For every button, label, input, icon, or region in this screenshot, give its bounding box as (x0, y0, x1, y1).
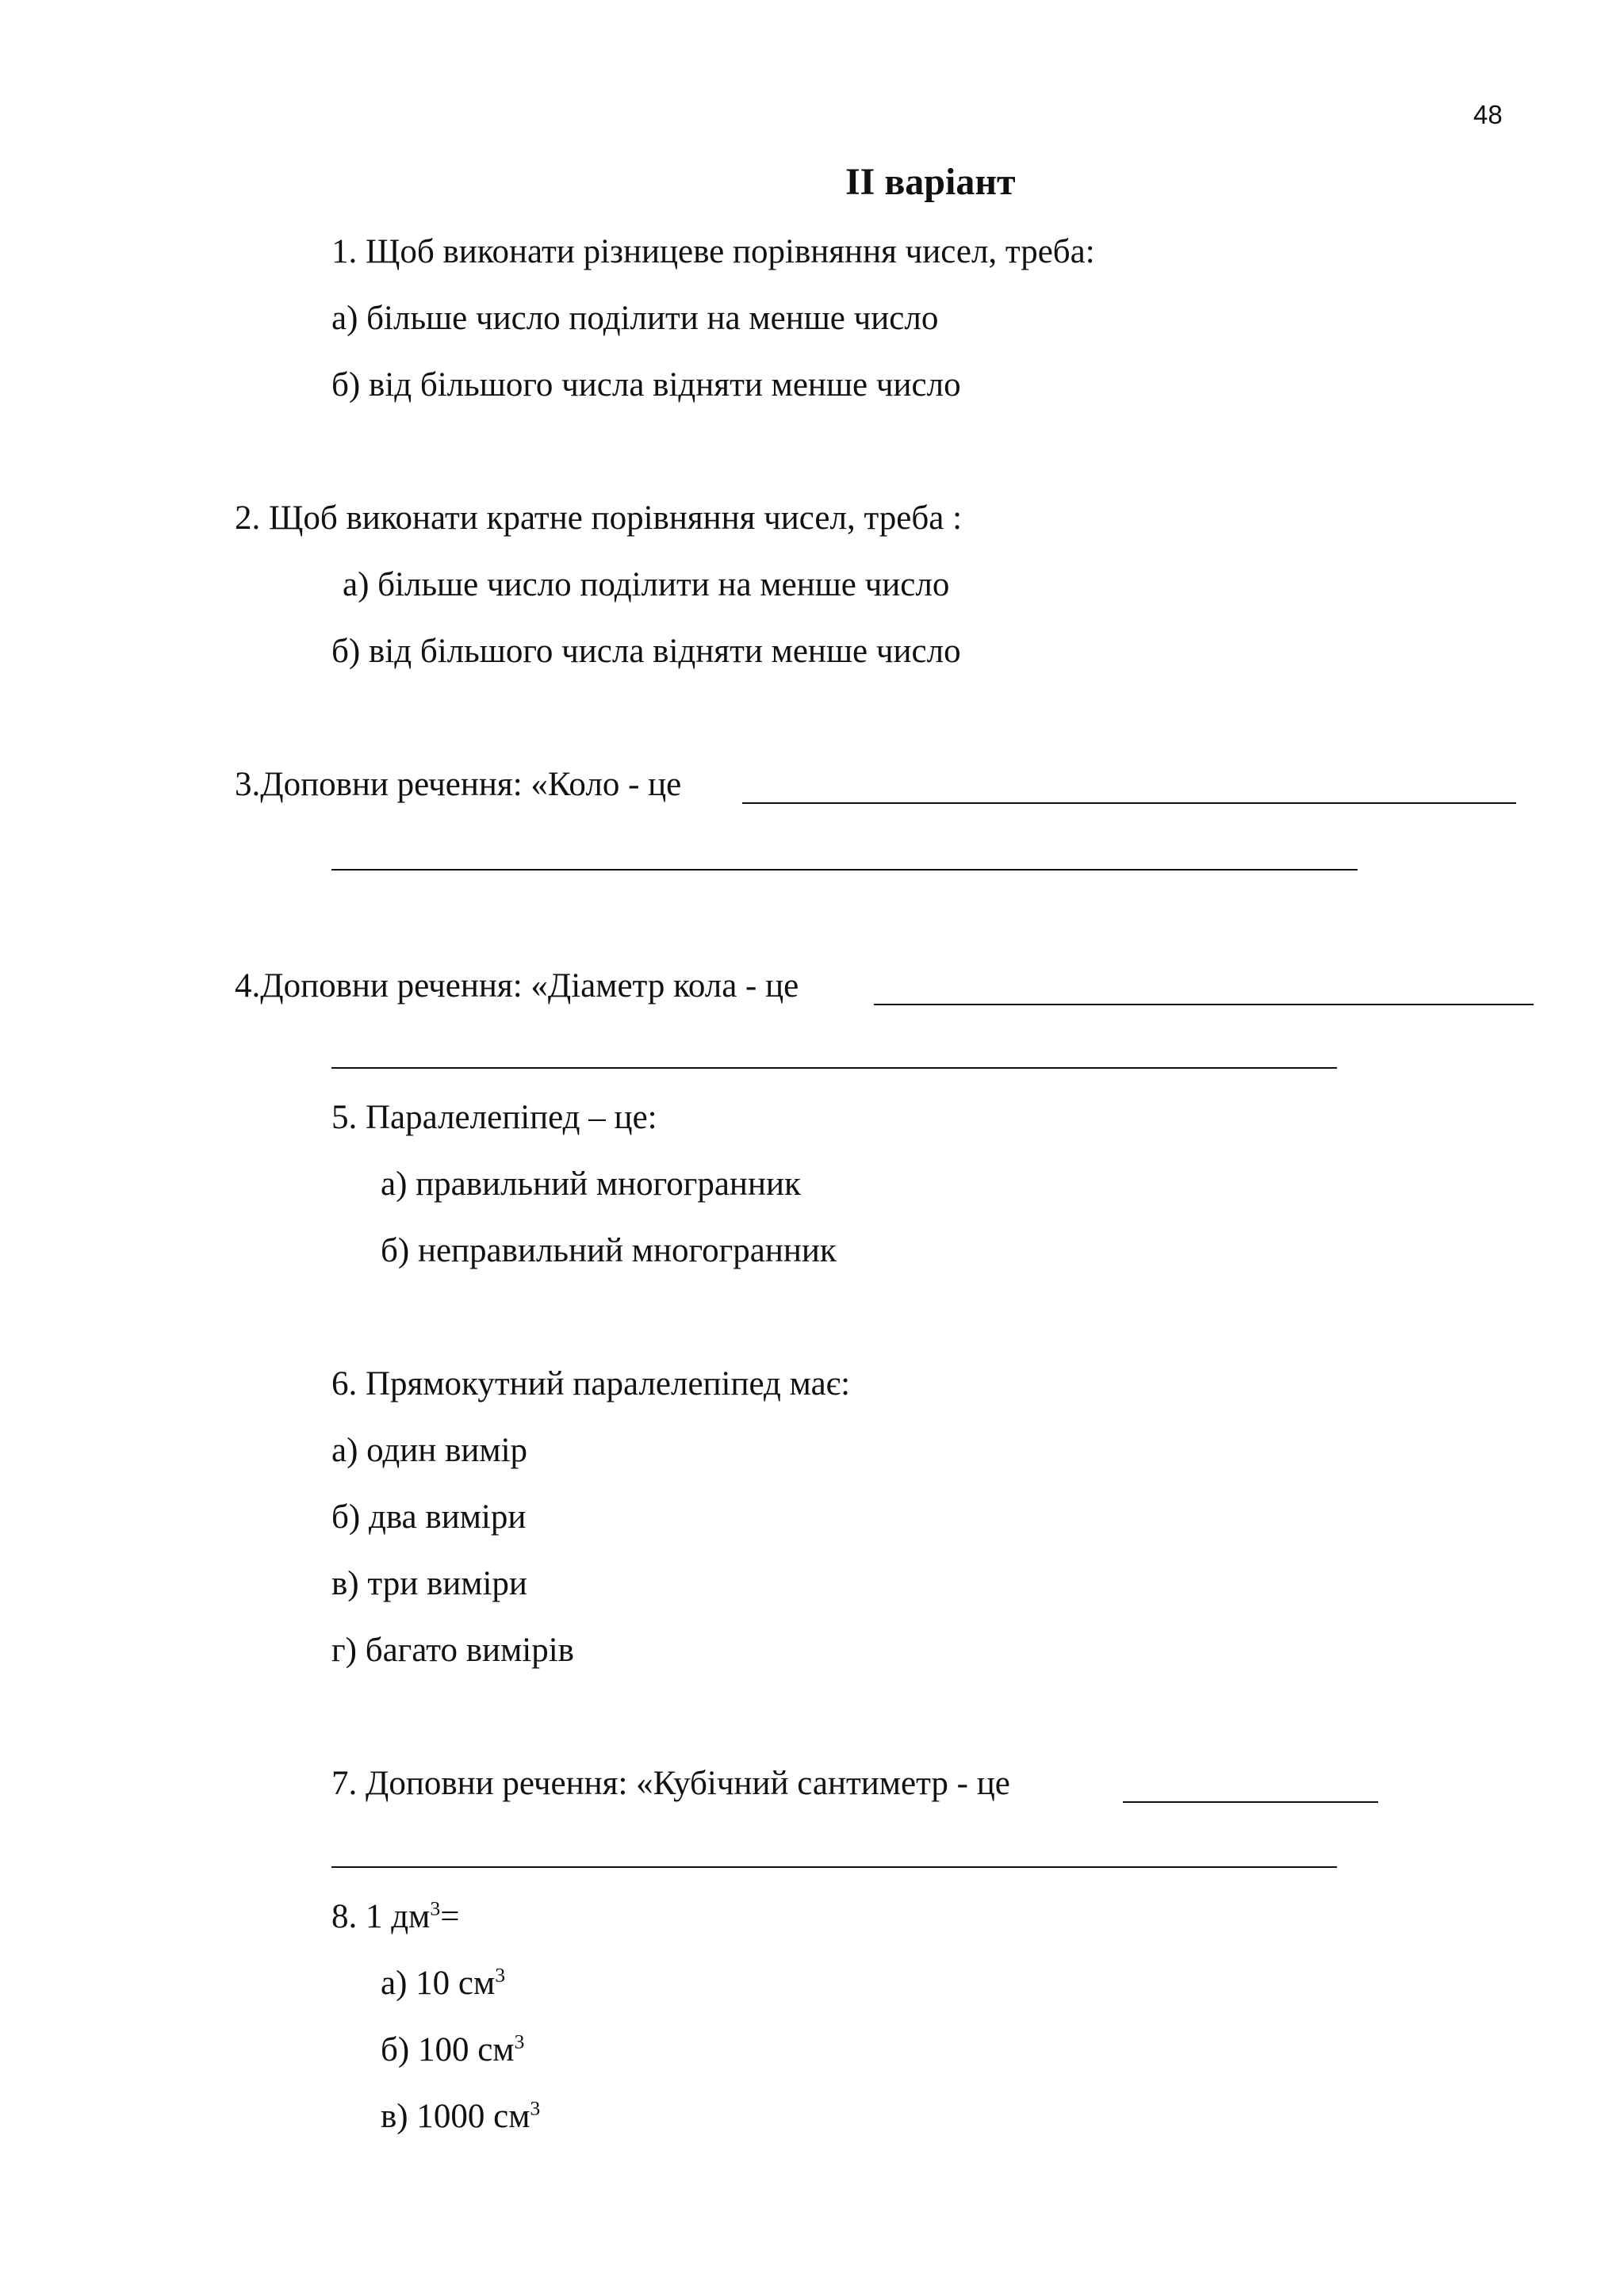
question-6-option-a: а) один вимір (331, 1432, 528, 1469)
question-6-option-b: б) два виміри (331, 1498, 527, 1536)
page-number: 48 (1473, 100, 1503, 129)
question-2: 2. Щоб виконати кратне порівняння чисел, треба : (235, 499, 963, 537)
question-1: 1. Щоб виконати різницеве порівняння чисел, треба: (331, 233, 1095, 270)
question-1-option-b: б) від більшого числа відняти менше число (331, 366, 961, 404)
question-2-option-b: б) від більшого числа відняти менше число (331, 633, 961, 670)
question-7: 7. Доповни речення: «Кубічний сантиметр - це (331, 1765, 1010, 1802)
question-6: 6. Прямокутний паралелепіпед має: (331, 1365, 851, 1402)
answer-line (331, 869, 1358, 871)
question-8-option-b (381, 2030, 525, 2068)
answer-line (874, 1004, 1534, 1005)
superscript: 3 (495, 1963, 506, 1987)
question-8 (331, 1896, 460, 1935)
question-8-option-c (381, 2096, 541, 2135)
question-4: 4.Доповни речення: «Діаметр кола - це (235, 967, 799, 1004)
option-text: б) 100 см (381, 2031, 515, 2068)
question-8-option-a (381, 1963, 506, 2002)
question-6-option-d: г) багато вимірів (331, 1632, 574, 1669)
question-1-option-a: а) більше число поділити на менше число (331, 300, 939, 337)
option-text: а) 10 см (381, 1965, 496, 2002)
option-text: в) 1000 см (381, 2098, 530, 2135)
question-8-text: 8. 1 дм (331, 1898, 431, 1935)
question-3: 3.Доповни речення: «Коло - це (235, 766, 682, 803)
answer-line (331, 1866, 1337, 1868)
answer-line (331, 1067, 1337, 1069)
question-6-option-c: в) три виміри (331, 1565, 527, 1602)
variant-title: II варіант (845, 161, 1016, 203)
question-8-equals: = (440, 1898, 460, 1935)
question-5-option-a: а) правильний многогранник (381, 1165, 801, 1203)
question-2-option-a: а) більше число поділити на менше число (343, 566, 950, 603)
answer-line (1123, 1801, 1378, 1803)
superscript: 3 (430, 1896, 441, 1920)
question-5: 5. Паралелепіпед – це: (331, 1099, 657, 1136)
question-5-option-b: б) неправильний многогранник (381, 1232, 837, 1269)
superscript: 3 (530, 2096, 541, 2120)
answer-line (742, 802, 1516, 804)
superscript: 3 (514, 2030, 525, 2053)
